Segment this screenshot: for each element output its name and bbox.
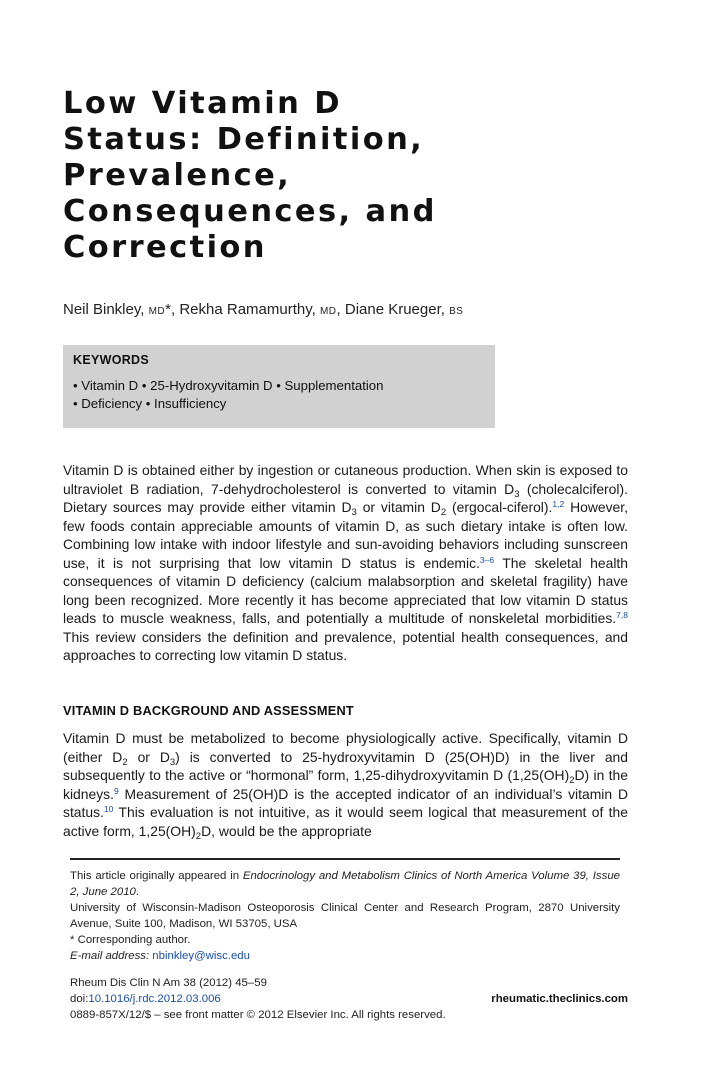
reference-link[interactable]: 10 <box>103 804 114 814</box>
intro-paragraph: Vitamin D is obtained either by ingestion or cutaneous production. When skin is exposed to ultraviolet B radiation, 7-dehydrocholesterol is converted to vitamin $D_3$ (cholecalciferol). Dietary sources may provide either vitamin $D_3$ or vitamin $D_2$ (ergocal-ciferol).$^{1,2}$ However, few foods contain appreciable amounts of vitamin D, as such dietary intake is often low. Combining low intake with indoor lifestyle and sun-avoiding behaviors including sunscreen use, it is not surprising that low vitamin D status is endemic.$^{3-6}$ The skeletal health consequences of vitamin D deficiency (calcium malabsorption and skeletal fragility) have long been recognized. More recently it has become appreciated that low vitamin D status leads to muscle weakness, falls, and potentially a multitude of nonskeletal morbidities.$^{7,8}$ This review considers the definition and prevalence, potential health consequences, and approaches to correcting low vitamin D status. <box>63 462 628 663</box>
title-line: Low Vitamin D <box>63 86 342 121</box>
article-title <box>63 86 623 266</box>
citation: Rheum Dis Clin N Am 38 (2012) 45–59 <box>70 977 267 989</box>
subscript: 2 <box>569 775 575 786</box>
reference-link[interactable]: 3–6 <box>479 554 495 565</box>
author-name: Neil Binkley, <box>63 301 149 318</box>
email-link[interactable]: nbinkley@wisc.edu <box>152 950 250 962</box>
subscript: 2 <box>122 756 128 768</box>
author-separator: *, <box>165 301 180 318</box>
title-line: Status: Definition, <box>63 122 425 157</box>
affiliation-note: University of Wisconsin-Madison Osteoporosis Clinical Center and Research Program, 2870 University Avenue, Suite 100, Madison, WI 53705, USA <box>70 902 620 930</box>
author-name: Diane Krueger, <box>344 301 450 318</box>
reference-link[interactable]: 7,8 <box>616 610 628 620</box>
footnote-divider <box>70 858 620 860</box>
author-degree: BS <box>449 306 464 317</box>
reference-link[interactable]: 1,2 <box>552 499 565 509</box>
subscript: 2 <box>195 830 202 841</box>
keywords-title: KEYWORDS <box>73 353 150 367</box>
section-heading: VITAMIN D BACKGROUND AND ASSESSMENT <box>63 703 354 718</box>
subscript: 2 <box>440 507 447 518</box>
doi-line: doi:10.1016/j.rdc.2012.03.006 <box>70 993 221 1005</box>
doi-link[interactable]: 10.1016/j.rdc.2012.03.006 <box>88 993 221 1005</box>
subscript: 3 <box>514 488 520 500</box>
reference-link[interactable]: 9 <box>113 785 119 796</box>
title-line: Consequences, and <box>63 194 437 229</box>
subscript: 3 <box>351 507 357 518</box>
email-note: E-mail address: nbinkley@wisc.edu <box>70 950 250 962</box>
author-list <box>63 301 463 318</box>
journal-site-link[interactable]: rheumatic.theclinics.com <box>491 993 628 1005</box>
footnotes <box>70 868 620 964</box>
section-paragraph: Vitamin D must be metabolized to become physiologically active. Specifically, vitamin D (either $D_2$ or $D_3$) is converted to 25-hydroxyvitamin D (25(OH)D) in the liver and subsequently to the active or “hormonal” form, 1,25-dihydroxyvitamin D $(1,25(OH)_2D)$ in the kidneys.$^9$ Measurement of 25(OH)D is the accepted indicator of an individual’s vitamin D status.$^{10}$ This evaluation is not intuitive, as it would seem logical that measurement of the active form, $1,25(OH)_2D$, would be the appropriate <box>63 730 628 841</box>
title-line: Correction <box>63 230 267 265</box>
copyright: 0889-857X/12/$ – see front matter © 2012 Elsevier Inc. All rights reserved. <box>70 1009 446 1021</box>
subscript: 3 <box>169 756 176 768</box>
origin-note: This article originally appeared in Endocrinology and Metabolism Clinics of North America Volume 39, Issue 2, June 2010. <box>70 870 620 898</box>
keywords-line: • Vitamin D • 25-Hydroxyvitamin D • Supplementation <box>73 378 384 393</box>
keywords-line: • Deficiency • Insufficiency <box>73 396 227 411</box>
publication-meta <box>70 975 628 1023</box>
author-separator: , <box>336 301 345 318</box>
author-degree: MD <box>319 306 337 317</box>
keywords-box <box>63 345 495 428</box>
author-name: Rekha Ramamurthy, <box>179 301 320 318</box>
corresponding-note: * Corresponding author. <box>70 934 191 946</box>
author-degree: MD <box>148 306 166 317</box>
title-line: Prevalence, <box>63 158 292 193</box>
